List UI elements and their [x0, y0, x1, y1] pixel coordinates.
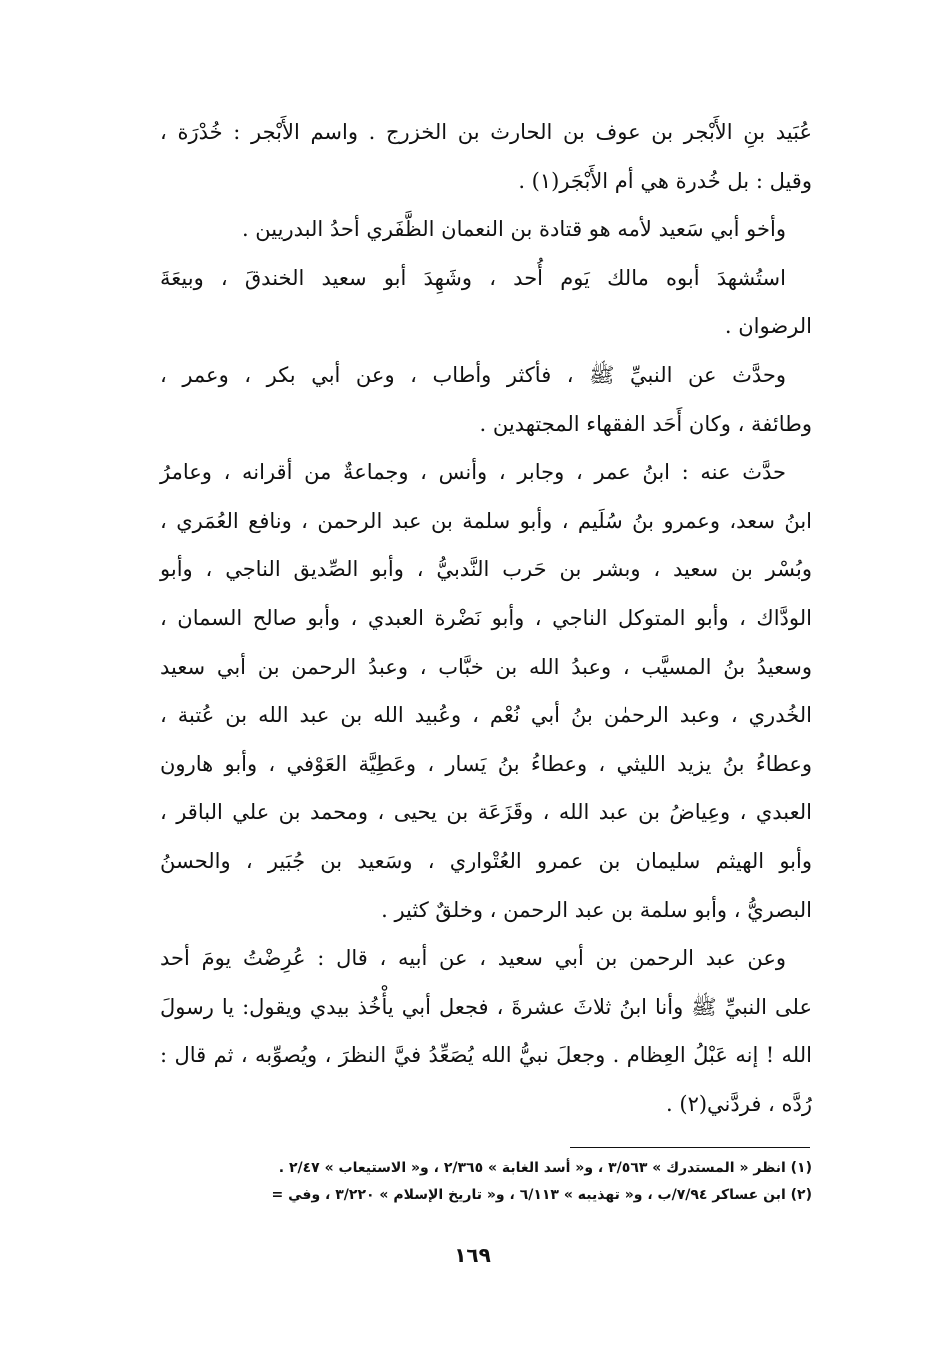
text-line: وأخو أبي سَعيد لأمه هو قتادة بن النعمان الظَّفَري أحدُ البدريين . [241, 217, 786, 242]
page-number: ١٦٩ [454, 1243, 491, 1267]
text-line: وقيل : بل خُدرة هي أم الأَبْجَر(١) . [518, 168, 812, 193]
text-line: وأبو الهيثم سليمان بن عمرو العُتْواري ، وسَعيد بن جُبَير ، والحسنُ [160, 848, 812, 873]
text-line: استُشهدَ أبوه مالك يَوم أُحد ، وشَهِدَ أبو سعيد الخندقَ ، وبيعَةَ [160, 265, 786, 290]
text-line: الله ! إنه عَبْلُ العِظام . وجعلَ نبيُّ الله يُصَعِّدُ فيَّ النظرَ ، ويُصوِّبه ، ثم قال : [160, 1043, 812, 1068]
paragraph [160, 205, 812, 254]
paragraph [160, 934, 812, 1128]
paragraph [160, 448, 812, 934]
text-line: رُدَّه ، فردَّني(٢) . [666, 1091, 812, 1116]
text-line: على النبيِّ ﷺ وأنا ابنُ ثلاثَ عشرةَ ، فجعل أبي يأْخُذ بيدي ويقول: يا رسولَ [160, 994, 812, 1019]
text-line: العبدي ، وعِياضُ بن عبد الله ، وقَزَعَة بن يحيى ، ومحمد بن علي الباقر ، [160, 800, 812, 825]
text-line: وعطاءُ بنُ يزيد الليثي ، وعطاءُ بنُ يَسار ، وعَطِيَّة العَوْفي ، وأبو هارون [160, 751, 812, 776]
text-line: عُبَيد بنِ الأَبْجر بن عوف بن الحارث بن الخزرج . واسم الأَبْجر : خُدْرَة ، [160, 120, 812, 144]
page-body [160, 108, 812, 1128]
text-line: وطائفة ، وكان أَحَد الفقهاء المجتهدين . [479, 411, 812, 436]
text-line: وعن عبد الرحمن بن أبي سعيد ، عن أبيه ، قال : عُرِضْتُ يومَ أحد [160, 946, 786, 971]
text-line: حدَّث عنه : ابنُ عمر ، وجابر ، وأنس ، وجماعةٌ من أقرانه ، وعامرُ [160, 460, 786, 485]
text-line: البصريُّ ، وأبو سلمة بن عبد الرحمن ، وخلقٌ كثير . [381, 897, 812, 922]
footnote-divider [570, 1147, 810, 1148]
text-line: وسعيدُ بنُ المسيَّب ، وعبدُ الله بن خبَّاب ، وعبدُ الرحمن بن أبي سعيد [160, 654, 812, 679]
paragraph [160, 254, 812, 351]
footnote-2: (٢) ابن عساكر ٧/٩٤/ب ، و« تهذيبه » ٦/١١٣ ، و« تاريخ الإسلام » ٣/٢٢٠ ، وفي = [271, 1187, 812, 1203]
text-line: ابنُ سعد، وعمرو بنُ سُلَيم ، وأبو سلمة بن عبد الرحمن ، ونافع العُمَري ، [160, 508, 812, 533]
paragraph [160, 351, 812, 448]
paragraph [160, 108, 812, 205]
text-line: وحدَّث عن النبيِّ ﷺ ، فأكثر وأطاب ، وعن أبي بكر ، وعمر ، [160, 362, 786, 387]
text-line: وبُسْر بن سعيد ، وبشر بن حَرب النَّدبيُّ ، وأبو الصِّديق الناجي ، وأبو [160, 557, 812, 582]
text-line: الخُدري ، وعبد الرحمٰن بنُ أبي نُعْم ، وعُبيد الله بن عبد الله بن عُتبة ، [160, 703, 812, 728]
text-line: الرضوان . [724, 314, 812, 339]
text-line: الودَّاك ، وأبو المتوكل الناجي ، وأبو نَضْرة العبدي ، وأبو صالح السمان ، [160, 605, 812, 630]
footnotes [160, 1155, 812, 1209]
footnote-1: (١) انظر « المستدرك » ٣/٥٦٣ ، و« أسد الغابة » ٢/٣٦٥ ، و« الاستيعاب » ٢/٤٧ . [278, 1160, 812, 1176]
